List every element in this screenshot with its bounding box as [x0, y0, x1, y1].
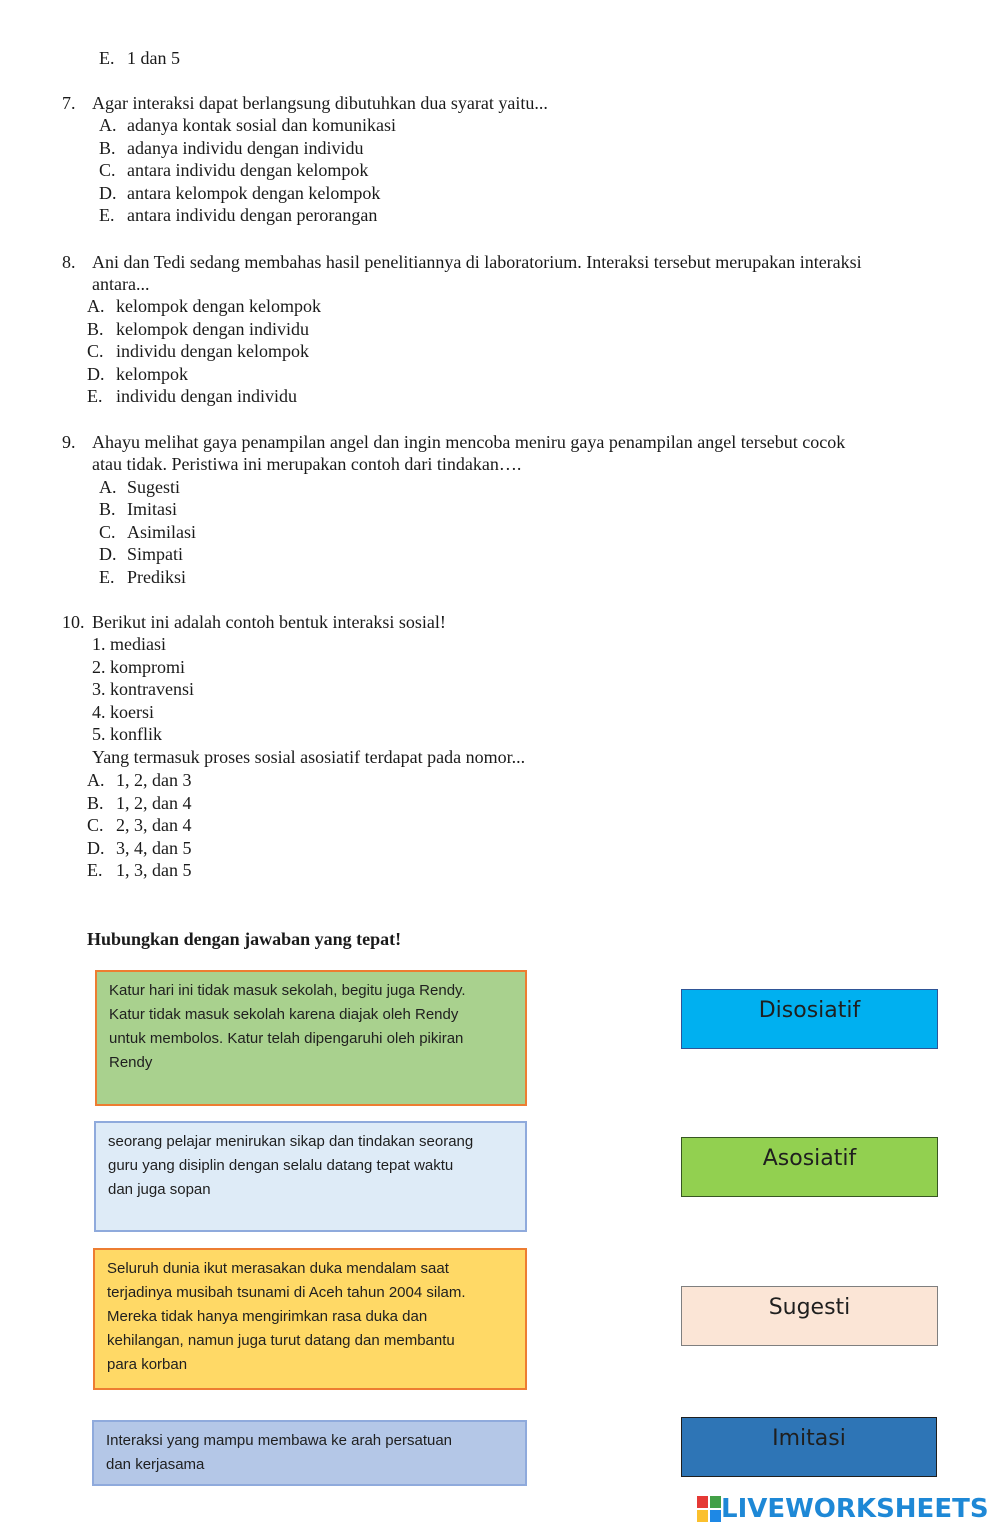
option-text: 1 dan 5 [127, 48, 180, 68]
option-letter: B. [99, 138, 116, 158]
question-prompt: Yang termasuk proses sosial asosiatif terdapat pada nomor... [92, 747, 526, 767]
question-number: 9. [62, 432, 76, 452]
option-text: antara individu dengan perorangan [127, 205, 378, 225]
question-text-cont: atau tidak. Peristiwa ini merupakan contoh dari tindakan…. [92, 454, 522, 474]
question-text: Ani dan Tedi sedang membahas hasil penelitiannya di laboratorium. Interaksi tersebut merupakan interaksi [92, 252, 862, 272]
answer-box-disosiatif[interactable] [681, 989, 938, 1049]
question-text: Agar interaksi dapat berlangsung dibutuhkan dua syarat yaitu... [92, 93, 548, 113]
statement-line: Interaksi yang mampu membawa ke arah persatuan [106, 1432, 453, 1449]
statement-line: Seluruh dunia ikut merasakan duka mendalam saat [107, 1260, 449, 1277]
statement-line: Rendy [109, 1054, 153, 1071]
option-letter: A. [87, 770, 105, 790]
option-text: kelompok dengan kelompok [116, 296, 321, 316]
answer-label: Imitasi [772, 1426, 846, 1451]
option-text: kelompok dengan individu [116, 319, 309, 339]
option-letter: B. [87, 793, 104, 813]
question-text: Ahayu melihat gaya penampilan angel dan ingin mencoba meniru gaya penampilan angel tersebut cocok [92, 432, 846, 452]
option-text: adanya individu dengan individu [127, 138, 364, 158]
option-text: kelompok [116, 364, 188, 384]
option-text: 2, 3, dan 4 [116, 815, 192, 835]
statement-line: guru yang disiplin dengan selalu datang tepat waktu [108, 1157, 454, 1174]
option-text: Imitasi [127, 499, 177, 519]
option-text: 1, 2, dan 3 [116, 770, 192, 790]
option-letter: B. [87, 319, 104, 339]
option-letter: E. [99, 48, 115, 68]
option-letter: A. [87, 296, 105, 316]
option-text: 1, 3, dan 5 [116, 860, 192, 880]
question-text-cont: antara... [92, 274, 150, 294]
answer-label: Asosiatif [762, 1146, 857, 1171]
liveworksheets-logo-icon [697, 1496, 721, 1522]
question-number: 8. [62, 252, 76, 272]
option-letter: D. [99, 544, 117, 564]
answer-label: Disosiatif [758, 998, 861, 1023]
answer-box-sugesti[interactable] [681, 1286, 938, 1346]
liveworksheets-logo[interactable] [697, 1494, 989, 1524]
statement-line: Mereka tidak hanya mengirimkan rasa duka dan [107, 1308, 428, 1325]
statement-box-2[interactable] [94, 1121, 527, 1232]
list-item: 2. kompromi [92, 657, 185, 677]
statement-line: terjadinya musibah tsunami di Aceh tahun 2004 silam. [107, 1284, 466, 1301]
option-letter: E. [99, 205, 115, 225]
option-letter: D. [87, 364, 105, 384]
logo-text: LIVEWORKSHEETS [721, 1494, 989, 1524]
option-text: antara kelompok dengan kelompok [127, 183, 381, 203]
answer-box-imitasi[interactable] [681, 1417, 937, 1477]
matching-instruction: Hubungkan dengan jawaban yang tepat! [87, 929, 402, 949]
list-item: 4. koersi [92, 702, 154, 722]
option-letter: E. [99, 567, 115, 587]
option-text: individu dengan kelompok [116, 341, 309, 361]
statement-line: seorang pelajar menirukan sikap dan tindakan seorang [108, 1133, 474, 1150]
option-letter: C. [87, 341, 104, 361]
option-letter: A. [99, 115, 117, 135]
option-letter: B. [99, 499, 116, 519]
statement-line: untuk membolos. Katur telah dipengaruhi oleh pikiran [109, 1030, 464, 1047]
list-item: 5. konflik [92, 724, 162, 744]
statement-line: para korban [107, 1356, 188, 1373]
question-text: Berikut ini adalah contoh bentuk interaksi sosial! [92, 612, 446, 632]
statement-line: Katur tidak masuk sekolah karena diajak oleh Rendy [109, 1006, 459, 1023]
statement-line: dan kerjasama [106, 1456, 205, 1473]
statement-line: Katur hari ini tidak masuk sekolah, begitu juga Rendy. [109, 982, 466, 999]
question-number: 10. [62, 612, 85, 632]
option-letter: C. [87, 815, 104, 835]
option-text: Asimilasi [127, 522, 197, 542]
option-letter: C. [99, 160, 116, 180]
statement-box-4[interactable] [92, 1420, 527, 1486]
option-text: Sugesti [127, 477, 181, 497]
option-letter: C. [99, 522, 116, 542]
list-item: 3. kontravensi [92, 679, 194, 699]
option-letter: D. [99, 183, 117, 203]
option-letter: D. [87, 838, 105, 858]
option-text: 3, 4, dan 5 [116, 838, 192, 858]
answer-label: Sugesti [768, 1295, 851, 1320]
option-text: Simpati [127, 544, 184, 564]
option-text: individu dengan individu [116, 386, 297, 406]
option-letter: A. [99, 477, 117, 497]
option-letter: E. [87, 386, 103, 406]
option-text: antara individu dengan kelompok [127, 160, 369, 180]
statement-box-3[interactable] [93, 1248, 527, 1390]
statement-line: kehilangan, namun juga turut datang dan membantu [107, 1332, 455, 1349]
answer-box-asosiatif[interactable] [681, 1137, 938, 1197]
question-number: 7. [62, 93, 76, 113]
option-letter: E. [87, 860, 103, 880]
list-item: 1. mediasi [92, 634, 166, 654]
statement-box-1[interactable] [95, 970, 527, 1106]
statement-line: dan juga sopan [108, 1181, 211, 1198]
option-text: 1, 2, dan 4 [116, 793, 192, 813]
option-text: adanya kontak sosial dan komunikasi [127, 115, 396, 135]
option-text: Prediksi [127, 567, 187, 587]
